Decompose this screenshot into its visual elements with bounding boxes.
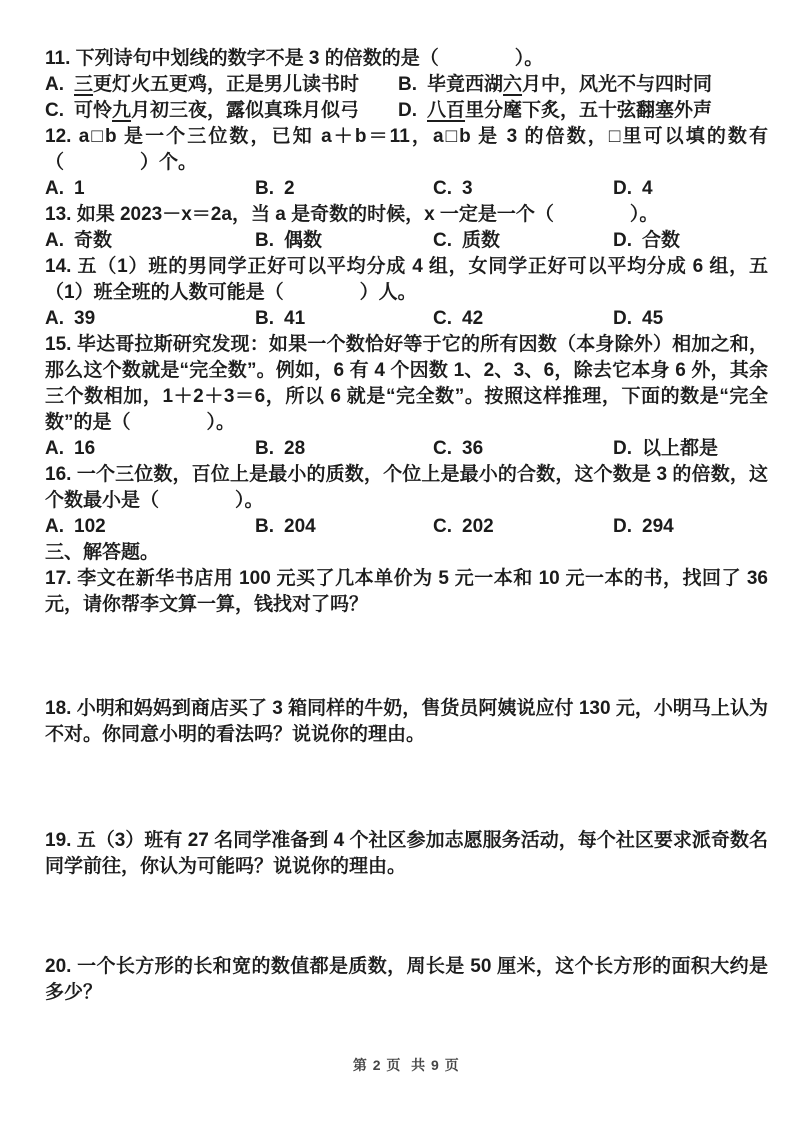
question-stem: 12. a□b 是一个三位数，已知 a＋b＝11，a□b 是 3 的倍数，□里可以填的数有（ ）个。 [45,126,768,173]
option-b [255,514,433,540]
question-stem: 13. 如果 2023－x＝2a，当 a 是奇数的时候，x 一定是一个（ ）。 [45,204,659,225]
options-row [45,436,768,462]
option-text: 1 [74,178,85,199]
question-stem: 15. 毕达哥拉斯研究发现：如果一个数恰好等于它的所有因数（本身除外）相加之和，那么这个数就是“完全数”。例如，6 有 4 个因数 1、2、3、6，除去它本身 6 外，其余三个数相加，1＋2＋3＝6，所以 6 就是“完全数”。按照这样推理，下面的数是“完全数”的是（ ）。 [45,334,768,433]
options-row [45,306,768,332]
option-label: D. [613,178,632,199]
question-18 [45,696,768,828]
option-c [45,98,398,124]
question-11 [45,46,768,124]
option-label: C. [433,516,452,537]
option-label: B. [255,230,274,251]
option-a [45,306,255,332]
option-d [613,514,768,540]
option-text: 2 [284,178,295,199]
option-c [433,514,613,540]
question-stem: 18. 小明和妈妈到商店买了 3 箱同样的牛奶，售货员阿姨说应付 130 元，小明马上认为不对。你同意小明的看法吗？说说你的理由。 [45,698,768,745]
question-16 [45,462,768,540]
option-text: 28 [284,438,306,459]
option-label: D. [613,308,632,329]
question-stem: 14. 五（1）班的男同学正好可以平均分成 4 组，女同学正好可以平均分成 6 组，五（1）班全班的人数可能是（ ）人。 [45,256,768,303]
option-text: 36 [462,438,484,459]
option-a [45,72,398,98]
option-text: 奇数 [74,230,113,251]
question-13 [45,202,768,254]
option-c [433,306,613,332]
option-label: C. [433,230,452,251]
option-c [433,228,613,254]
option-label: A. [45,308,64,329]
page-footer [0,1038,793,1092]
question-15 [45,332,768,462]
option-a [45,228,255,254]
option-b [255,306,433,332]
options-row [45,228,768,254]
option-label: B. [255,178,274,199]
option-label: C. [433,438,452,459]
question-19 [45,828,768,954]
option-label: D. [398,100,417,121]
option-text: 毕竟西湖六月中，风光不与四时同 [427,74,713,95]
option-text: 合数 [642,230,681,251]
option-text: 39 [74,308,96,329]
option-d [613,306,768,332]
option-text: 偶数 [284,230,323,251]
option-label: C. [45,100,64,121]
option-label: C. [433,308,452,329]
page-number: 第 2 页 共 9 页 [352,1057,460,1073]
question-12 [45,124,768,202]
option-label: A. [45,230,64,251]
work-space [45,618,768,696]
option-text: 以上都是 [642,438,719,459]
option-text: 可怜九月初三夜，露似真珠月似弓 [74,100,360,121]
option-text: 3 [462,178,473,199]
option-d [398,98,768,124]
option-label: A. [45,438,64,459]
option-c [433,176,613,202]
option-text: 45 [642,308,664,329]
option-text: 质数 [462,230,501,251]
question-stem: 20. 一个长方形的长和宽的数值都是质数，周长是 50 厘米，这个长方形的面积大约是多少？ [45,956,768,1003]
section-heading: 三、解答题。 [45,542,160,563]
option-label: D. [613,438,632,459]
question-14 [45,254,768,332]
option-text: 294 [642,516,674,537]
option-d [613,436,768,462]
option-b [255,176,433,202]
option-label: B. [398,74,417,95]
option-a [45,514,255,540]
option-text: 42 [462,308,484,329]
options-row [45,176,768,202]
option-b [255,228,433,254]
option-a [45,176,255,202]
option-label: A. [45,74,64,95]
option-text: 16 [74,438,96,459]
options-row [45,72,768,124]
option-label: C. [433,178,452,199]
option-label: A. [45,178,64,199]
option-label: A. [45,516,64,537]
option-d [613,228,768,254]
option-label: B. [255,516,274,537]
option-label: D. [613,516,632,537]
work-space [45,748,768,828]
option-text: 41 [284,308,306,329]
question-20 [45,954,768,1006]
option-c [433,436,613,462]
question-stem: 11. 下列诗句中划线的数字不是 3 的倍数的是（ ）。 [45,48,544,69]
question-17 [45,566,768,696]
question-stem: 16. 一个三位数，百位上是最小的质数，个位上是最小的合数，这个数是 3 的倍数，这个数最小是（ ）。 [45,464,768,511]
option-label: B. [255,438,274,459]
option-b [255,436,433,462]
options-row [45,514,768,540]
question-stem: 19. 五（3）班有 27 名同学准备到 4 个社区参加志愿服务活动，每个社区要求派奇数名同学前往，你认为可能吗？说说你的理由。 [45,830,768,877]
option-b [398,72,768,98]
option-text: 八百里分麾下炙，五十弦翻塞外声 [427,100,713,121]
option-text: 4 [642,178,653,199]
option-text: 三更灯火五更鸡，正是男儿读书时 [74,74,360,95]
option-a [45,436,255,462]
option-d [613,176,768,202]
option-label: D. [613,230,632,251]
option-text: 204 [284,516,316,537]
option-text: 102 [74,516,106,537]
option-label: B. [255,308,274,329]
option-text: 202 [462,516,494,537]
question-stem: 17. 李文在新华书店用 100 元买了几本单价为 5 元一本和 10 元一本的书，找回了 36 元，请你帮李文算一算，钱找对了吗？ [45,568,768,615]
work-space [45,880,768,954]
